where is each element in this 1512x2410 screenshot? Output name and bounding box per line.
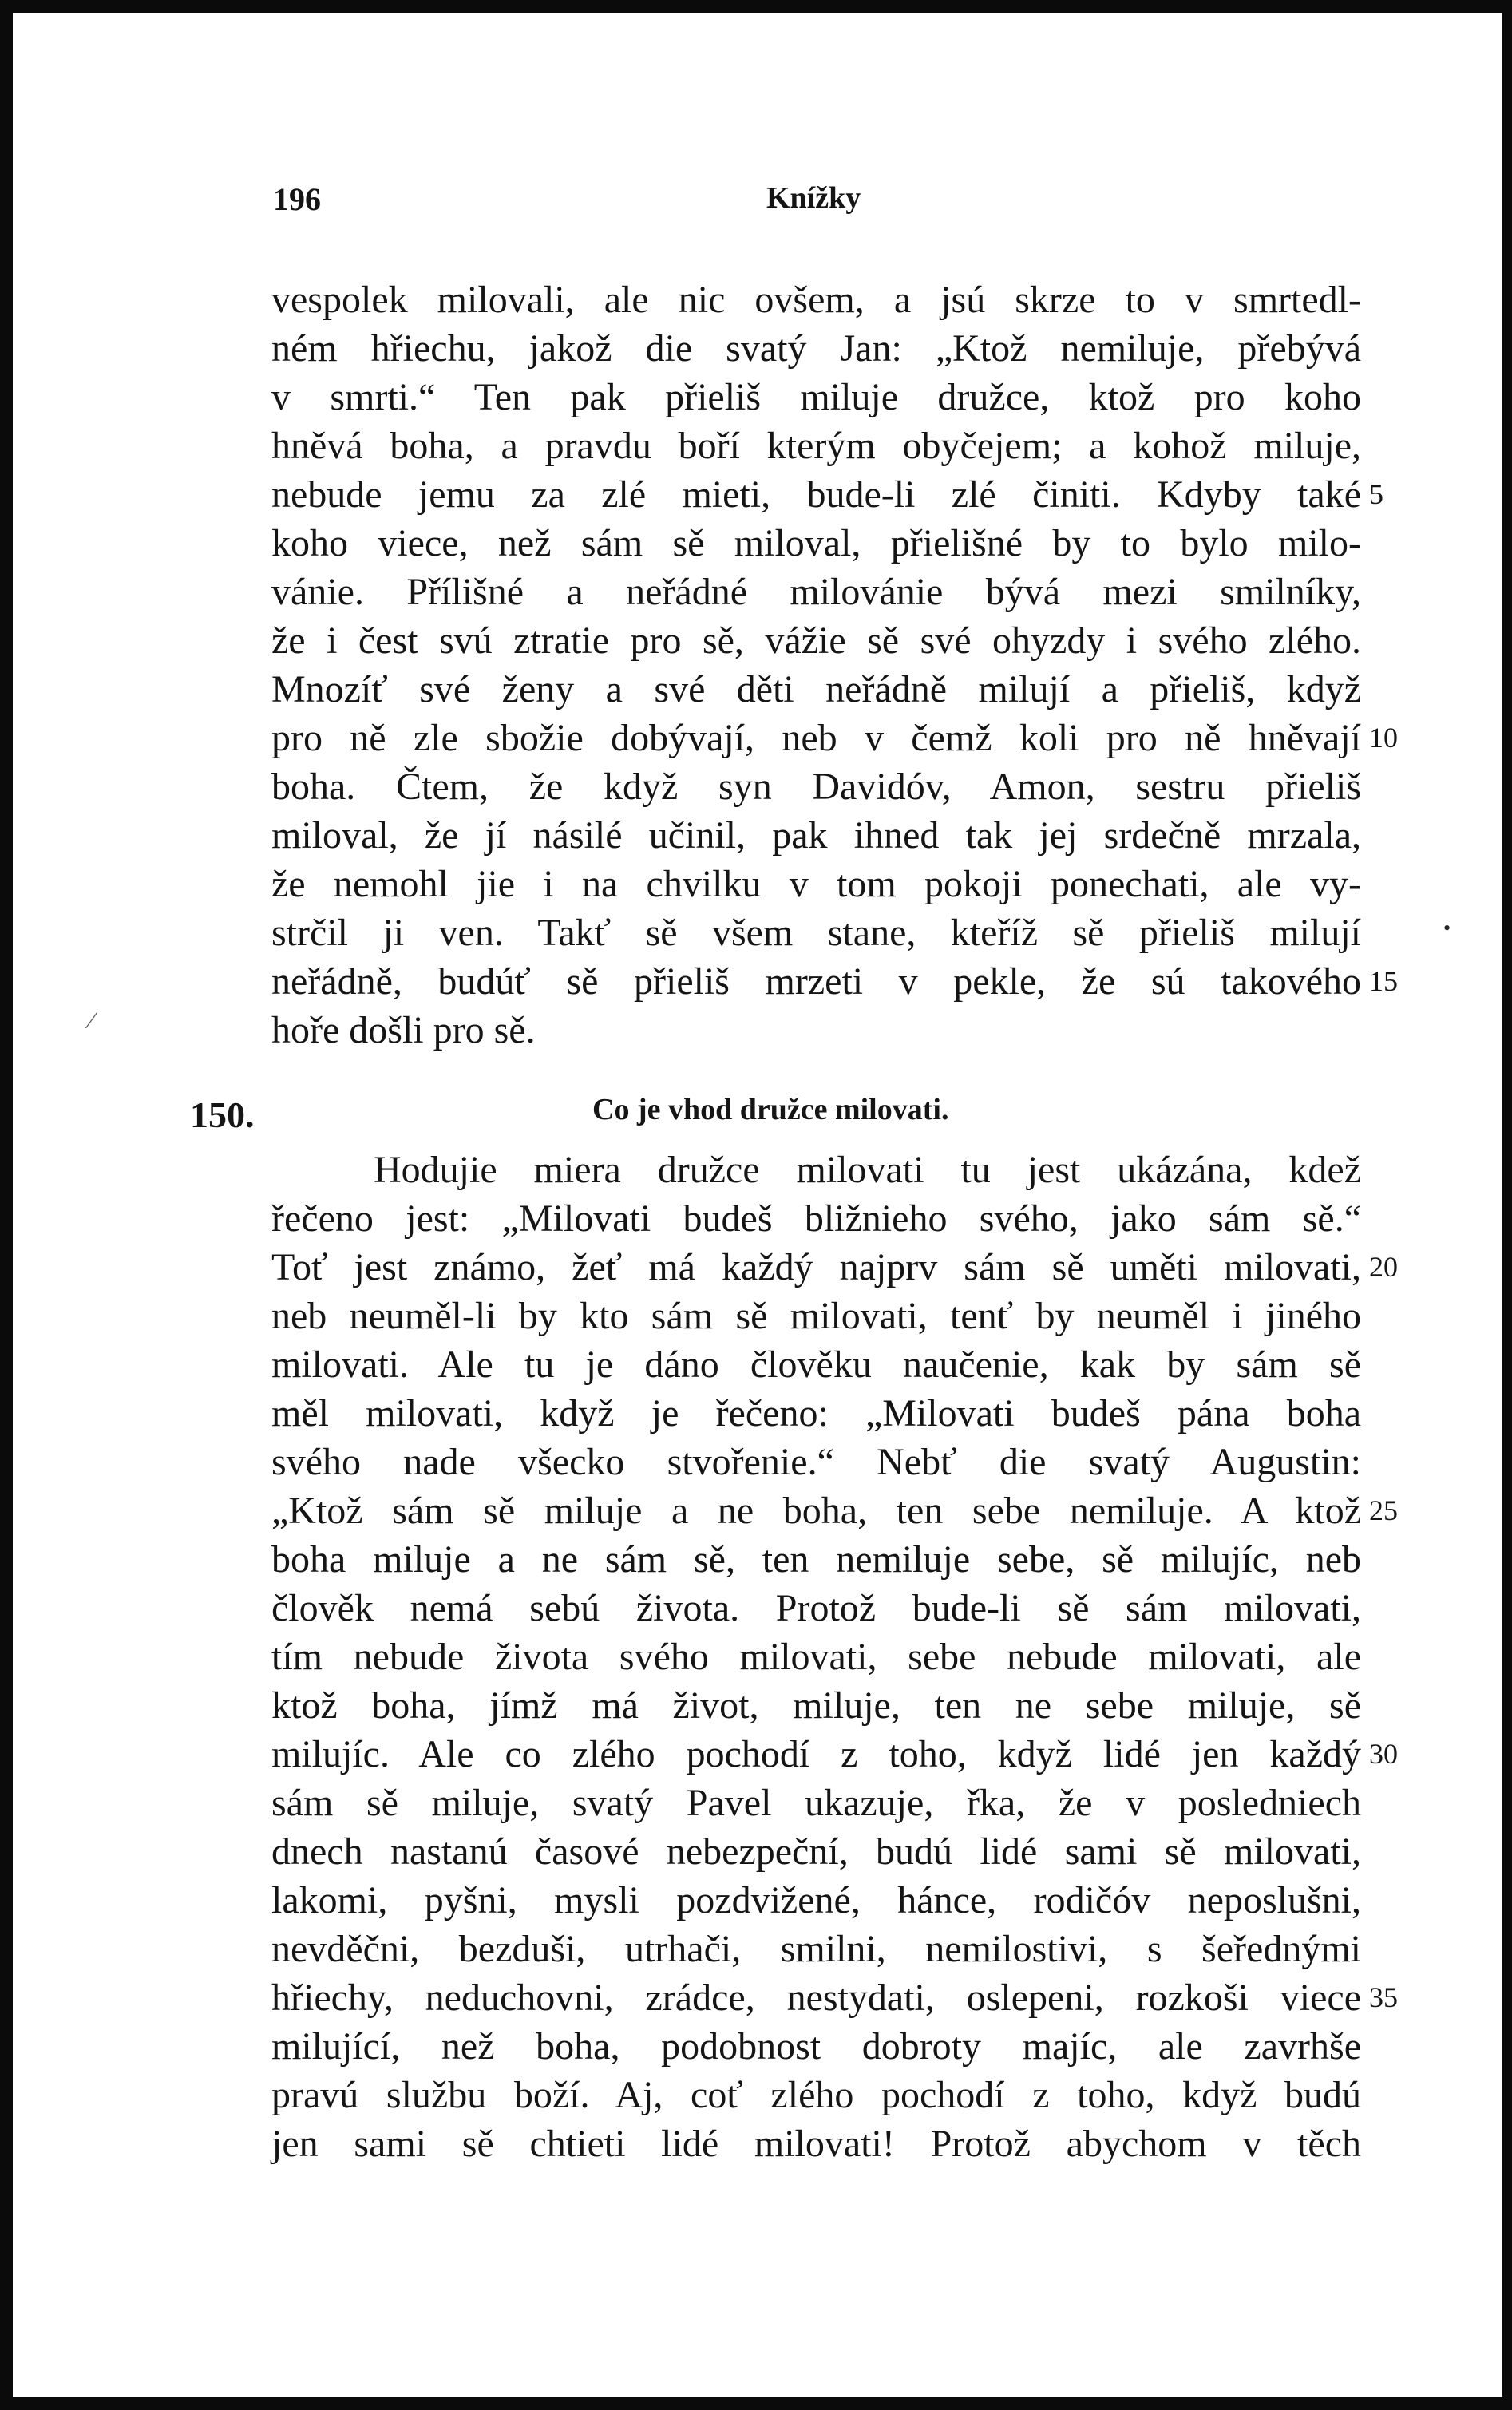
text-line: vánie. Přílišné a neřádné milovánie bývá mezi smilníky, xyxy=(271,571,1361,613)
page-number: 196 xyxy=(273,181,321,217)
line-number: 20 xyxy=(1369,1251,1398,1283)
text-line: „Ktož sám sě miluje a ne boha, ten sebe nemiluje. A ktož xyxy=(271,1490,1361,1532)
text-line: jen sami sě chtieti lidé milovati! Protož abychom v těch xyxy=(271,2123,1361,2165)
text-line: milující, než boha, podobnost dobroty majíc, ale zavrhše xyxy=(271,2025,1361,2068)
text-line: ktož boha, jímž má život, miluje, ten ne sebe miluje, sě xyxy=(271,1684,1361,1727)
text-line: v smrti.“ Ten pak přieliš miluje družce, ktož pro koho xyxy=(271,376,1361,418)
text-line: neřádně, budúť sě přieliš mrzeti v pekle, že sú takového xyxy=(271,960,1361,1003)
text-line: hřiechy, neduchovni, zrádce, nestydati, oslepeni, rozkoši viece xyxy=(271,1977,1361,2019)
text-line: koho viece, než sám sě miloval, přielišné by to bylo milo- xyxy=(271,522,1361,564)
text-line: svého nade všecko stvořenie.“ Nebť die svatý Augustin: xyxy=(271,1441,1361,1483)
text-line: milujíc. Ale co zlého pochodí z toho, když lidé jen každý xyxy=(271,1733,1361,1775)
text-line: tím nebude života svého milovati, sebe nebude milovati, ale xyxy=(271,1636,1361,1678)
text-line: měl milovati, když je řečeno: „Milovati budeš pána boha xyxy=(271,1392,1361,1435)
running-title: Knížky xyxy=(766,181,861,215)
line-number: 25 xyxy=(1369,1494,1398,1526)
text-line: milovati. Ale tu je dáno člověku naučenie, kak by sám sě xyxy=(271,1344,1361,1386)
text-line: Hodujie miera družce milovati tu jest ukázána, kdež xyxy=(374,1149,1361,1191)
scan-speck: ⁄ xyxy=(89,1007,94,1034)
text-line: lakomi, pyšni, mysli pozdvižené, hánce, rodičóv neposlušni, xyxy=(271,1879,1361,1921)
text-line: vespolek milovali, ale nic ovšem, a jsú skrze to v smrtedl- xyxy=(271,279,1361,321)
line-number: 30 xyxy=(1369,1738,1398,1770)
text-line: boha. Čtem, že když syn Davidóv, Amon, sestru přieliš xyxy=(271,766,1361,808)
scan-speck: • xyxy=(1443,916,1451,940)
text-line: člověk nemá sebú života. Protož bude-li sě sám milovati, xyxy=(271,1587,1361,1629)
text-line: nevděčni, bezduši, utrhači, smilni, nemilostivi, s šeřednými xyxy=(271,1928,1361,1970)
text-line: miloval, že jí násilé učinil, pak ihned tak jej srdečně mrzala, xyxy=(271,814,1361,857)
text-line: strčil ji ven. Takť sě všem stane, kteříž sě přieliš milují xyxy=(271,912,1361,954)
section-title: Co je vhod družce milovati. xyxy=(592,1093,949,1126)
line-number: 15 xyxy=(1369,965,1398,997)
text-line: že nemohl jie i na chvilku v tom pokoji ponechati, ale vy- xyxy=(271,863,1361,905)
line-number: 35 xyxy=(1369,1981,1398,2013)
text-line: Mnozíť své ženy a své děti neřádně milují a přieliš, když xyxy=(271,668,1361,710)
text-line: hněvá boha, a pravdu boří kterým obyčejem; a kohož miluje, xyxy=(271,425,1361,467)
text-line: ném hřiechu, jakož die svatý Jan: „Ktož nemiluje, přebývá xyxy=(271,327,1361,370)
text-line: pro ně zle sbožie dobývají, neb v čemž koli pro ně hněvají xyxy=(271,717,1361,759)
line-number: 5 xyxy=(1369,478,1383,510)
line-number: 10 xyxy=(1369,722,1398,754)
text-line: Toť jest známo, žeť má každý najprv sám sě uměti milovati, xyxy=(271,1246,1361,1288)
text-line: boha miluje a ne sám sě, ten nemiluje sebe, sě milujíc, neb xyxy=(271,1538,1361,1581)
section-number: 150. xyxy=(190,1094,255,1135)
text-line: hoře došli pro sě. xyxy=(271,1009,536,1051)
text-line: neb neuměl-li by kto sám sě milovati, tenť by neuměl i jiného xyxy=(271,1295,1361,1337)
text-line: řečeno jest: „Milovati budeš bližnieho svého, jako sám sě.“ xyxy=(271,1197,1361,1240)
text-line: pravú službu boží. Aj, coť zlého pochodí z toho, když budú xyxy=(271,2074,1361,2116)
text-line: nebude jemu za zlé mieti, bude-li zlé činiti. Kdyby také xyxy=(271,473,1361,516)
text-line: že i čest svú ztratie pro sě, vážie sě své ohyzdy i svého zlého. xyxy=(271,619,1361,662)
text-line: dnech nastanú časové nebezpeční, budú lidé sami sě milovati, xyxy=(271,1830,1361,1873)
text-line: sám sě miluje, svatý Pavel ukazuje, řka, že v posledniech xyxy=(271,1782,1361,1824)
